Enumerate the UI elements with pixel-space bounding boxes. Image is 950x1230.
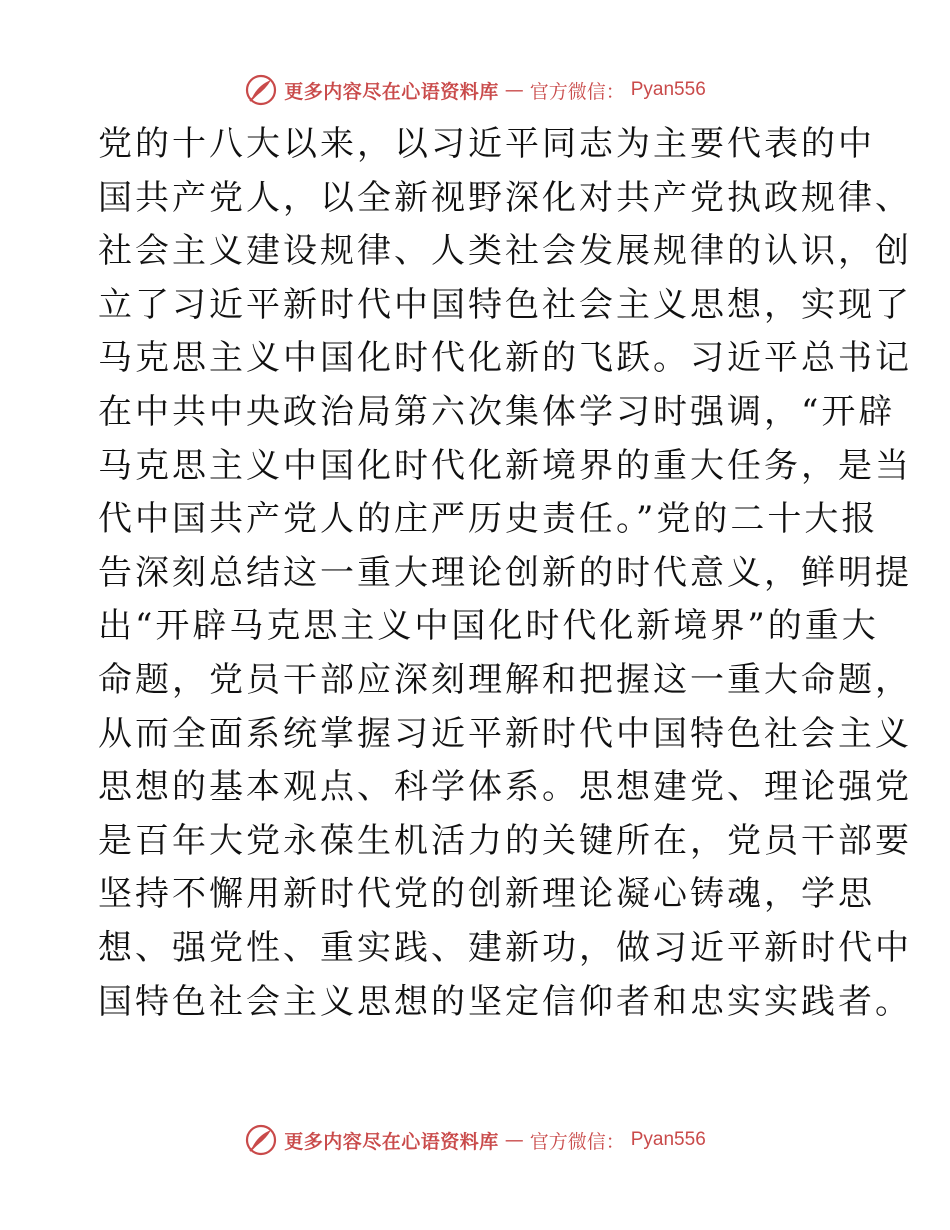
footer-site-text: 更多内容尽在心语资料库 (284, 1130, 499, 1153)
footer-separator: — (504, 1129, 524, 1151)
header-site-text: 更多内容尽在心语资料库 (284, 80, 499, 103)
body-line: 思想的基本观点、科学体系。思想建党、理论强党 (98, 767, 912, 808)
quill-logo-icon (244, 73, 278, 107)
body-line: 代中国共产党人的庄严历史责任。”党的二十大报 (98, 499, 879, 540)
header-wechat-label: 官方微信： (529, 80, 625, 103)
body-line: 是百年大党永葆生机活力的关键所在，党员干部要 (98, 820, 912, 861)
body-line: 想、强党性、重实践、建新功，做习近平新时代中 (98, 927, 912, 968)
body-line: 立了习近平新时代中国特色社会主义思想，实现了 (98, 284, 912, 325)
quill-logo-icon (244, 1123, 278, 1157)
document-body (98, 118, 912, 1029)
footer-wechat-id: Pyan556 (630, 1129, 706, 1150)
header-wechat-id: Pyan556 (630, 79, 706, 100)
body-line: 国共产党人，以全新视野深化对共产党执政规律、 (98, 177, 912, 218)
body-line: 从而全面系统掌握习近平新时代中国特色社会主义 (98, 713, 912, 754)
body-line: 马克思主义中国化时代化新的飞跃。习近平总书记 (98, 338, 912, 379)
header-separator: — (504, 79, 524, 101)
body-line: 在中共中央政治局第六次集体学习时强调，“开辟 (98, 391, 896, 432)
body-line: 命题，党员干部应深刻理解和把握这一重大命题， (98, 659, 912, 700)
body-line: 坚持不懈用新时代党的创新理论凝心铸魂，学思 (98, 874, 875, 915)
footer-wechat-label: 官方微信： (529, 1130, 625, 1153)
body-line: 出“开辟马克思主义中国化时代化新境界”的重大 (98, 606, 879, 647)
body-line: 社会主义建设规律、人类社会发展规律的认识，创 (98, 231, 912, 272)
body-line: 告深刻总结这一重大理论创新的时代意义，鲜明提 (98, 552, 912, 593)
footer-banner (0, 1120, 950, 1160)
body-line: 马克思主义中国化时代化新境界的重大任务，是当 (98, 445, 912, 486)
body-line: 国特色社会主义思想的坚定信仰者和忠实实践者。 (98, 981, 912, 1022)
body-line: 党的十八大以来，以习近平同志为主要代表的中 (98, 124, 875, 164)
header-banner (0, 70, 950, 110)
